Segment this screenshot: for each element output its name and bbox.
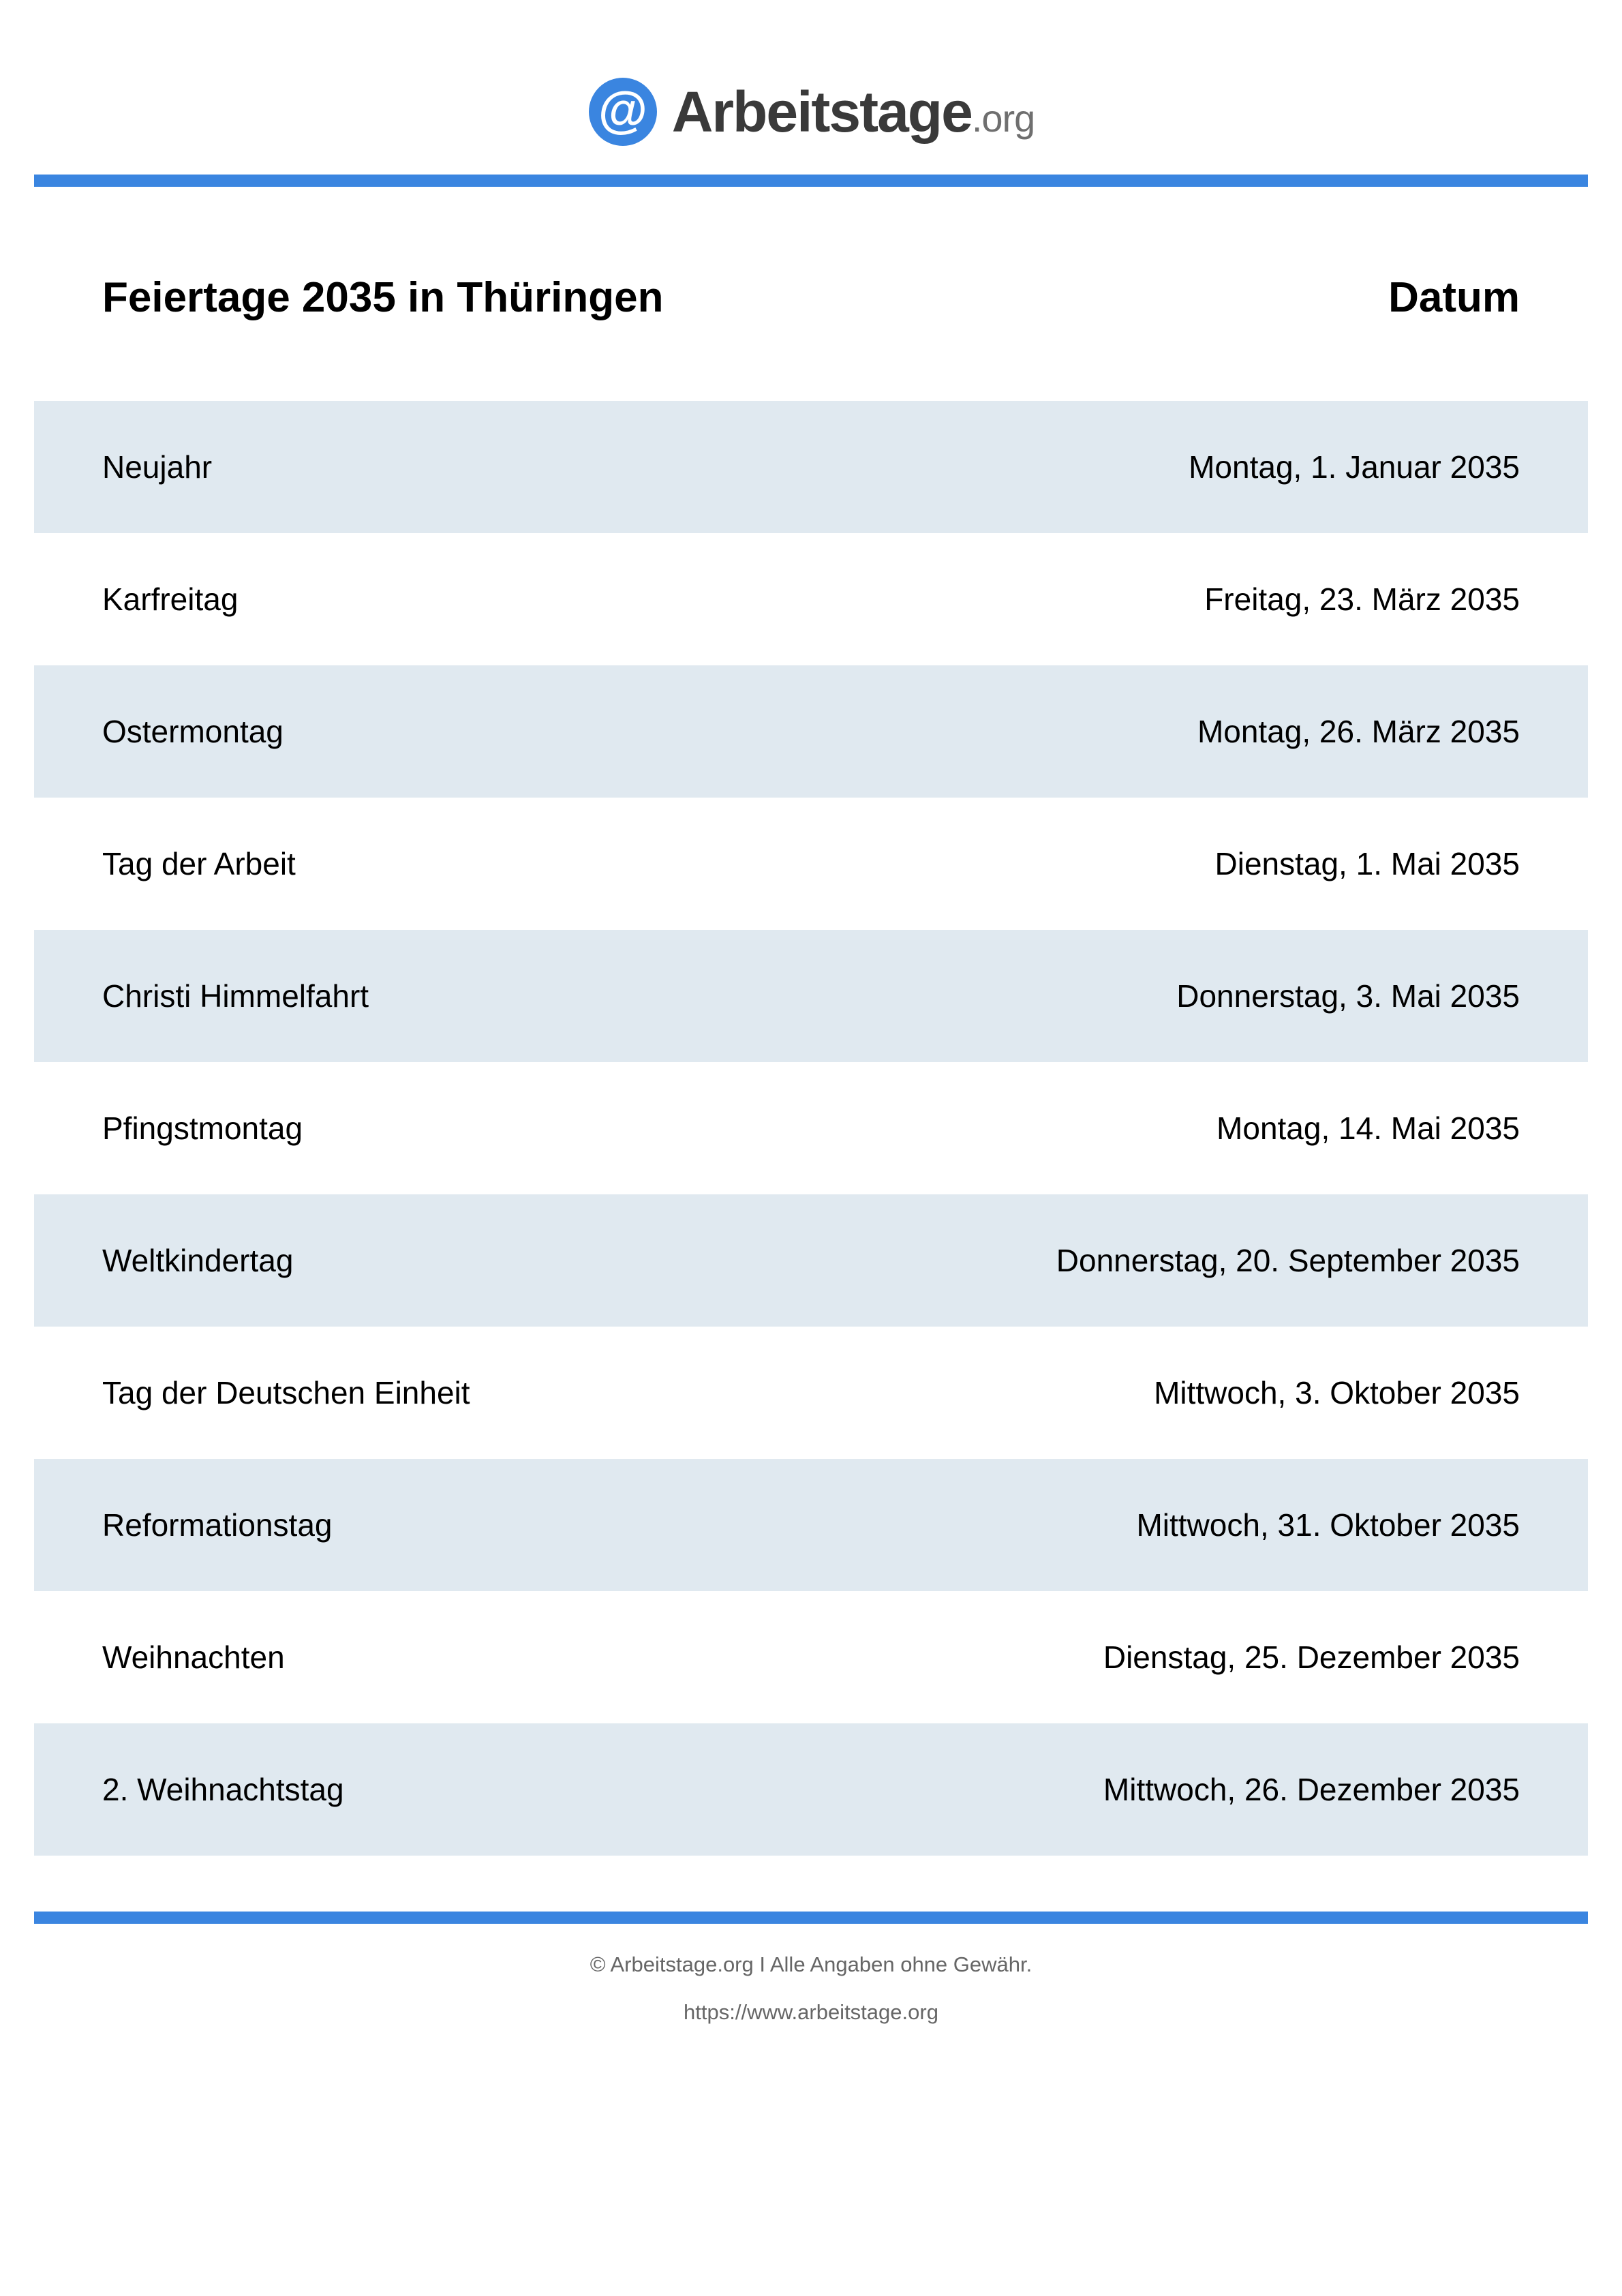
logo-name: Arbeitstage bbox=[671, 80, 972, 144]
bottom-divider bbox=[34, 1912, 1588, 1924]
holiday-date: Montag, 14. Mai 2035 bbox=[1216, 1111, 1520, 1146]
holiday-date: Mittwoch, 26. Dezember 2035 bbox=[1103, 1772, 1520, 1807]
holiday-name: Christi Himmelfahrt bbox=[102, 978, 369, 1014]
holiday-date: Freitag, 23. März 2035 bbox=[1204, 581, 1520, 617]
holiday-date: Donnerstag, 20. September 2035 bbox=[1056, 1243, 1520, 1278]
holiday-name: Karfreitag bbox=[102, 581, 239, 617]
table-row bbox=[34, 1327, 1588, 1459]
table-row bbox=[34, 1723, 1588, 1856]
holiday-date: Mittwoch, 31. Oktober 2035 bbox=[1136, 1507, 1520, 1543]
table-row bbox=[34, 665, 1588, 798]
logo-tld: .org bbox=[971, 97, 1035, 140]
top-divider bbox=[34, 175, 1588, 187]
date-column-header: Datum bbox=[1388, 273, 1520, 321]
holiday-date: Dienstag, 1. Mai 2035 bbox=[1214, 846, 1520, 881]
table-header bbox=[34, 256, 1588, 338]
table-row bbox=[34, 798, 1588, 930]
holiday-name: 2. Weihnachtstag bbox=[102, 1772, 344, 1807]
holiday-name: Neujahr bbox=[102, 449, 213, 485]
table-row bbox=[34, 1062, 1588, 1194]
table-row bbox=[34, 1591, 1588, 1723]
holiday-name: Tag der Arbeit bbox=[102, 846, 296, 881]
holiday-name: Pfingstmontag bbox=[102, 1111, 303, 1146]
holiday-table bbox=[34, 401, 1588, 1856]
holiday-name: Reformationstag bbox=[102, 1507, 333, 1543]
logo-wordmark bbox=[671, 80, 1035, 144]
holiday-date: Dienstag, 25. Dezember 2035 bbox=[1103, 1640, 1520, 1675]
holiday-name: Weltkindertag bbox=[102, 1243, 294, 1278]
holiday-name: Tag der Deutschen Einheit bbox=[102, 1375, 470, 1410]
table-row bbox=[34, 930, 1588, 1062]
holiday-name: Weihnachten bbox=[102, 1640, 285, 1675]
table-row bbox=[34, 1194, 1588, 1327]
table-row bbox=[34, 533, 1588, 665]
footer-copyright: © Arbeitstage.org I Alle Angaben ohne Gewähr. bbox=[590, 1952, 1032, 1976]
holiday-name: Ostermontag bbox=[102, 714, 284, 749]
holiday-date: Donnerstag, 3. Mai 2035 bbox=[1176, 978, 1520, 1014]
at-sign-logo-icon bbox=[587, 76, 658, 147]
brand-logo bbox=[0, 71, 1622, 153]
holiday-date: Montag, 1. Januar 2035 bbox=[1189, 449, 1520, 485]
table-row bbox=[34, 1459, 1588, 1591]
table-row bbox=[34, 401, 1588, 533]
table-title: Feiertage 2035 in Thüringen bbox=[102, 273, 664, 321]
holiday-date: Montag, 26. März 2035 bbox=[1197, 714, 1520, 749]
holiday-date: Mittwoch, 3. Oktober 2035 bbox=[1154, 1375, 1520, 1410]
footer-url: https://www.arbeitstage.org bbox=[684, 2000, 938, 2024]
logo-symbol: @ bbox=[598, 81, 647, 138]
